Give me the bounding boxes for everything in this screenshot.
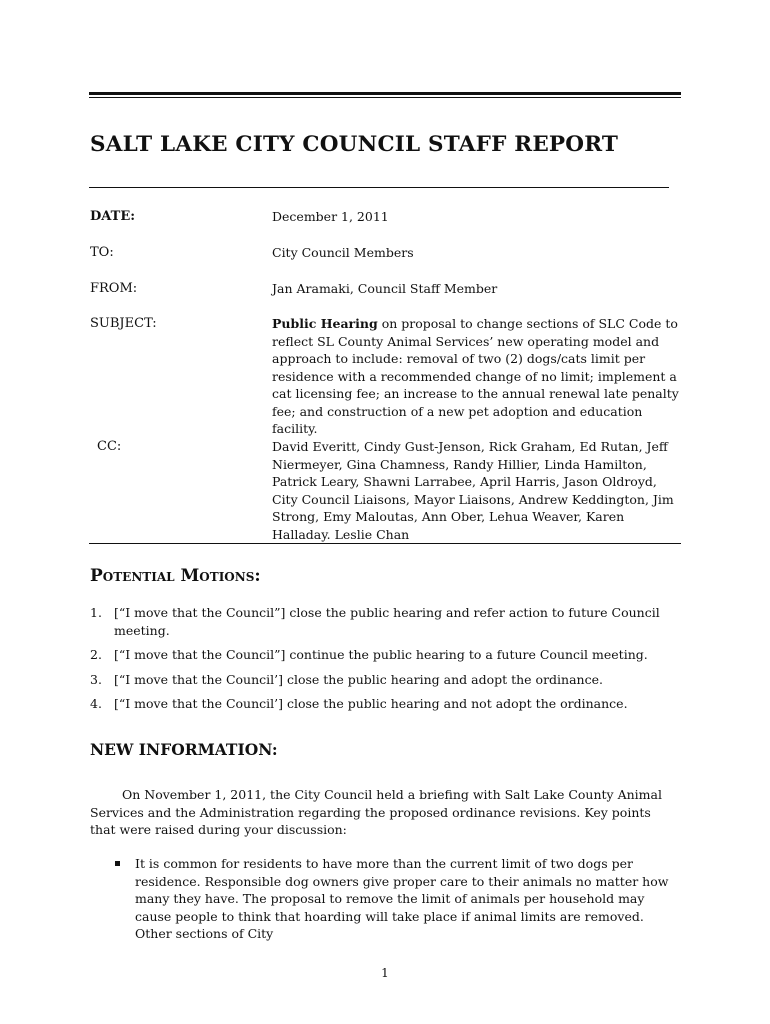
subject-value (272, 315, 684, 438)
key-points-list (115, 855, 681, 943)
to-label: TO: (90, 245, 114, 260)
page-number: 1 (381, 966, 389, 980)
date-label: DATE: (90, 209, 136, 224)
to-value: City Council Members (272, 245, 414, 260)
subject-text: on proposal to change sections of SLC Code to reflect SL County Animal Services’ new operating model and approach to include: removal of two (2) dogs/cats limit per residence with a recommended change of no limit; implement a cat licensing fee; an increase to the annual renewal late penalty fee; and construction of a new pet adoption and education facility. (272, 316, 679, 436)
motion-number: 3. (90, 671, 102, 687)
cc-label: CC: (97, 439, 122, 454)
motion-number: 2. (90, 647, 102, 662)
from-value: Jan Aramaki, Council Staff Member (272, 281, 498, 296)
new-information-paragraph: On November 1, 2011, the City Council held a briefing with Salt Lake County Animal Services and the Administration regarding the proposed ordinance revisions. Key points that were raised during your discussion: (90, 787, 662, 837)
motions-list (90, 604, 680, 720)
motion-text: [“I move that the Council”] close the public hearing and refer action to future Council meeting. (114, 605, 660, 638)
motion-text: [“I move that the Council’] close the public hearing and not adopt the ordinance. (114, 696, 628, 711)
motion-text: [“I move that the Council’] close the public hearing and adopt the ordinance. (114, 671, 603, 687)
cc-value: David Everitt, Cindy Gust-Jenson, Rick Graham, Ed Rutan, Jeff Niermeyer, Gina Chamness, Randy Hillier, Linda Hamilton, Patrick Leary, Shawni Larrabee, April Harris, Jason Oldroyd, City Council Liaisons, Mayor Liaisons, Andrew Keddington, Jim Strong, Emy Maloutas, Ann Ober, Lehua Weaver, Karen Halladay. Leslie Chan (272, 439, 674, 542)
motion-item (90, 646, 680, 664)
new-information-heading: NEW INFORMATION: (90, 740, 278, 759)
square-bullet-icon (115, 861, 120, 866)
subject-lead: Public Hearing (272, 316, 378, 331)
motion-text: [“I move that the Council”] continue the public hearing to a future Council meeting. (114, 647, 648, 662)
title-divider (89, 187, 669, 188)
key-point-text: It is common for residents to have more than the current limit of two dogs per residence. Responsible dog owners give proper care to their animals no matter how many they have. The proposal to remove the limit of animals per household may cause people to think that hoarding will take place if animal limits are removed. Other sections of City (135, 856, 669, 941)
potential-motions-heading: Potential Motions: (90, 566, 261, 586)
key-point-item (115, 855, 681, 943)
header-double-rule (89, 92, 681, 98)
motion-item (90, 671, 680, 689)
motion-number: 4. (90, 696, 102, 711)
subject-label: SUBJECT: (90, 316, 157, 331)
memo-divider (89, 543, 681, 544)
motion-item (90, 695, 680, 713)
from-label: FROM: (90, 281, 138, 296)
report-title: SALT LAKE CITY COUNCIL STAFF REPORT (90, 132, 619, 157)
motion-number: 1. (90, 605, 102, 620)
motion-item (90, 604, 680, 639)
date-value: December 1, 2011 (272, 209, 389, 224)
